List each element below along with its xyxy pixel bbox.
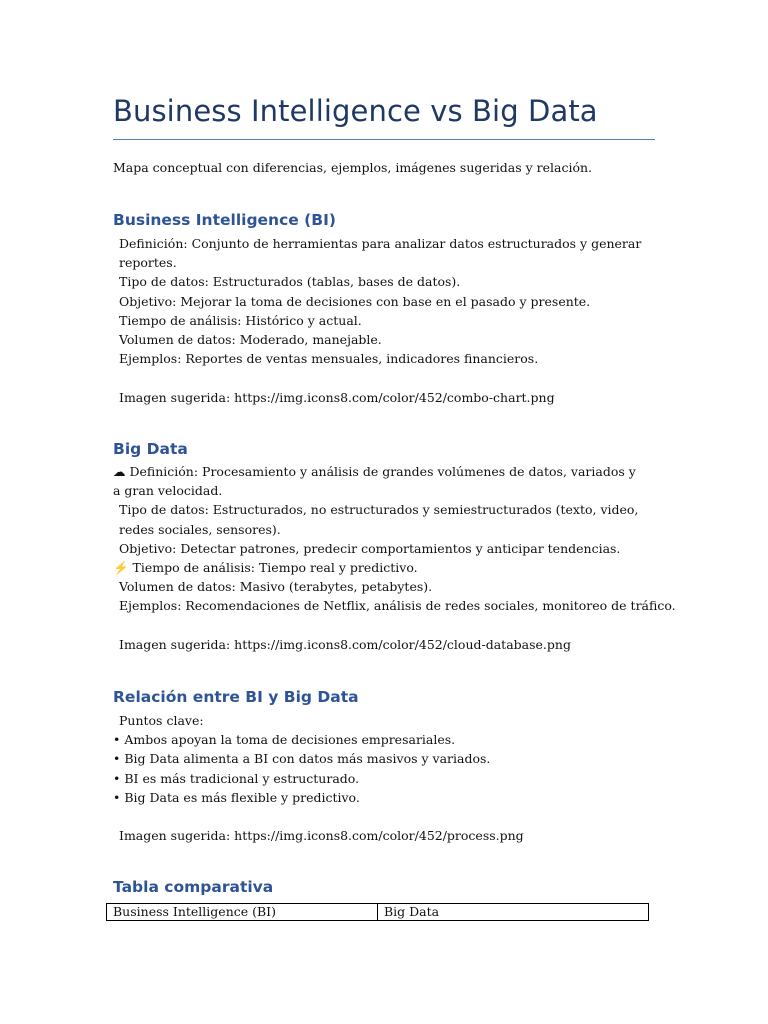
relacion-puntos-label: Puntos clave: bbox=[119, 713, 204, 728]
bi-volumen: Volumen de datos: Moderado, manejable. bbox=[119, 332, 382, 348]
bi-objetivo: Objetivo: Mejorar la toma de decisiones con base en el pasado y presente. bbox=[119, 293, 591, 309]
section-body-bigdata bbox=[113, 462, 676, 654]
relacion-punto: • Big Data alimenta a BI con datos más masivos y variados. bbox=[113, 751, 491, 767]
table-header-cell-bigdata: Big Data bbox=[378, 904, 649, 921]
blank-line bbox=[113, 616, 643, 635]
document-subtitle: Mapa conceptual con diferencias, ejemplos, imágenes sugeridas y relación. bbox=[113, 160, 592, 175]
bi-ejemplos: Ejemplos: Reportes de ventas mensuales, indicadores financieros. bbox=[119, 351, 539, 367]
blank-line bbox=[113, 807, 643, 826]
bigdata-objetivo: Objetivo: Detectar patrones, predecir comportamientos y anticipar tendencias. bbox=[119, 540, 621, 556]
relacion-imagen: Imagen sugerida: https://img.icons8.com/color/452/process.png bbox=[119, 828, 524, 844]
section-heading-tabla: Tabla comparativa bbox=[113, 878, 274, 896]
table-header-cell-bi: Business Intelligence (BI) bbox=[107, 904, 378, 921]
relacion-punto: • BI es más tradicional y estructurado. bbox=[113, 770, 360, 786]
bi-tiempo: Tiempo de análisis: Histórico y actual. bbox=[119, 312, 362, 328]
bigdata-definition: ☁ Definición: Procesamiento y análisis de grandes volúmenes de datos, variados y a gran velocidad. bbox=[113, 464, 636, 499]
section-heading-bigdata: Big Data bbox=[113, 440, 188, 458]
title-divider bbox=[113, 139, 655, 140]
section-body-relacion bbox=[113, 711, 643, 845]
relacion-punto: • Ambos apoyan la toma de decisiones empresariales. bbox=[113, 732, 456, 748]
comparison-table bbox=[106, 903, 649, 921]
section-heading-relacion: Relación entre BI y Big Data bbox=[113, 688, 359, 706]
bigdata-tiempo: ⚡ Tiempo de análisis: Tiempo real y predictivo. bbox=[113, 560, 418, 576]
section-body-bi bbox=[113, 234, 643, 407]
bi-tipo: Tipo de datos: Estructurados (tablas, bases de datos). bbox=[119, 274, 461, 290]
bigdata-volumen: Volumen de datos: Masivo (terabytes, petabytes). bbox=[119, 579, 433, 595]
relacion-punto: • Big Data es más flexible y predictivo. bbox=[113, 789, 360, 805]
blank-line bbox=[113, 368, 643, 387]
bigdata-tipo: Tipo de datos: Estructurados, no estructurados y semiestructurados (texto, video, redes sociales, sensores). bbox=[119, 502, 639, 537]
section-heading-bi: Business Intelligence (BI) bbox=[113, 211, 336, 229]
bigdata-ejemplos: Ejemplos: Recomendaciones de Netflix, análisis de redes sociales, monitoreo de tráfico. bbox=[119, 598, 676, 614]
bigdata-imagen: Imagen sugerida: https://img.icons8.com/color/452/cloud-database.png bbox=[119, 636, 571, 652]
bi-imagen: Imagen sugerida: https://img.icons8.com/color/452/combo-chart.png bbox=[119, 389, 555, 405]
table-header-row bbox=[107, 904, 649, 921]
bi-definition: Definición: Conjunto de herramientas para analizar datos estructurados y generar reportes. bbox=[119, 236, 642, 271]
document-title: Business Intelligence vs Big Data bbox=[113, 94, 598, 128]
